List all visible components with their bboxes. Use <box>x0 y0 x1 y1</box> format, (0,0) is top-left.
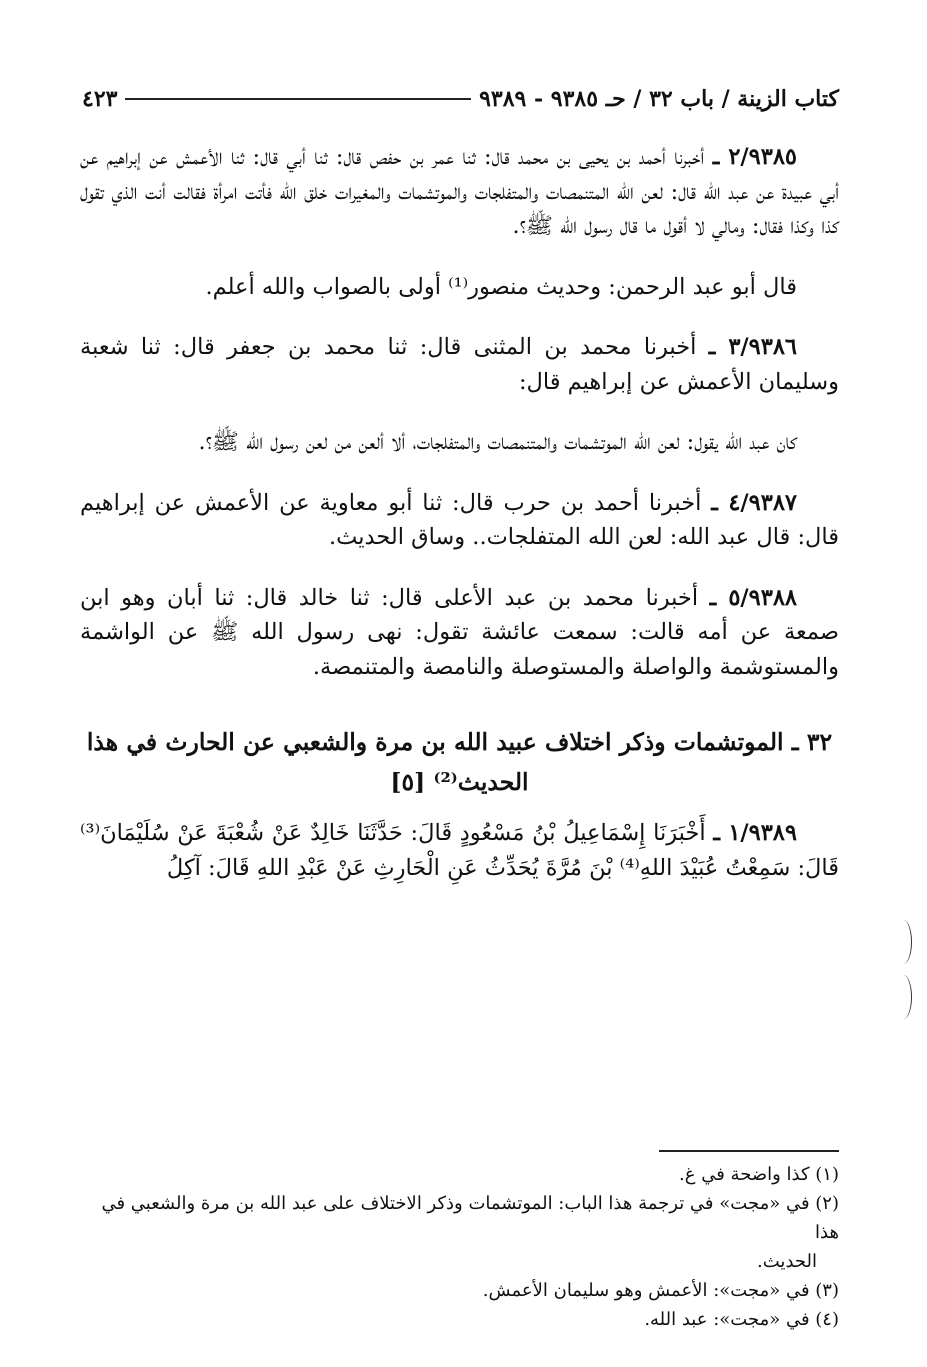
footnote <box>80 1305 839 1334</box>
footnote <box>80 1160 839 1189</box>
hadith-paragraph <box>80 816 839 885</box>
footnote-continuation: الحديث. <box>757 1251 817 1272</box>
footnote-text: (٣) في «مجت»: الأعمش وهو سليمان الأعمش. <box>482 1280 839 1301</box>
running-title: كتاب الزينة / باب ٣٢ / حـ ٩٣٨٥ - ٩٣٨٩ <box>479 86 839 112</box>
hadith-number: ١/٩٣٨٩ ـ <box>713 820 797 846</box>
footnote-text: (٤) في «مجت»: عبد الله. <box>644 1309 839 1330</box>
running-header <box>82 82 839 116</box>
hadith-text: أخبرنا محمد بن عبد الأعلى قال: ثنا خالد قال: ثنا أبان وهو ابن صمعة عن أمه قالت: سمعت عائشة تقول: نهى رسول الله ﷺ عن الواشمة والمستوشمة والواصلة والمستوصلة والنامصة والمتنمصة. <box>80 584 839 680</box>
hadith-number: ٢/٩٣٨٥ ـ <box>712 144 797 170</box>
margin-mark <box>895 975 912 1019</box>
hadith-paragraph <box>80 581 839 685</box>
hadith-number: ٥/٩٣٨٨ ـ <box>709 584 797 611</box>
footnotes <box>80 1150 839 1334</box>
hadith-text: أخبرنا أحمد بن يحيى بن محمد قال: ثنا عمر بن حفص قال: ثنا أبي قال: ثنا الأعمش عن إبراهيم عن أبي عبيدة عن عبد الله قال: لعن الله المتنمصات والمتفلجات والموتشمات والمغيرات خلق الله فأتت امرأة فقالت أنت الذي تقول كذا وكذا فقال: ومالي لا أقول ما قال رسول الله ﷺ؟. <box>80 144 839 239</box>
hadith-text: أَخْبَرَنَا إِسْمَاعِيلُ بْنُ مَسْعُودٍ قَالَ: حَدَّثَنَا خَالِدٌ عَنْ شُعْبَةَ عَنْ سُلَيْمَانَ⁽³⁾ قَالَ: سَمِعْتُ عُبَيْدَ اللهِ⁽⁴⁾ بْنَ مُرَّةَ يُحَدِّثُ عَنِ الْحَارِثِ عَنْ عَبْدِ اللهِ قَالَ: آكِلُ <box>80 820 839 881</box>
hadith-number: ٣/٩٣٨٦ ـ <box>708 334 797 360</box>
commentary-text: قال أبو عبد الرحمن: وحديث منصور⁽¹⁾ أولى بالصواب والله أعلم. <box>205 273 797 300</box>
hadith-paragraph <box>80 140 839 244</box>
footnote-text: (٢) في «مجت» في ترجمة هذا الباب: الموتشمات وذكر الاختلاف على عبد الله بن مرة والشعبي في هذا <box>101 1193 839 1243</box>
margin-mark <box>895 920 912 964</box>
hadith-paragraph <box>80 330 839 399</box>
hadith-paragraph <box>80 486 839 555</box>
section-heading-line: الحديث⁽²⁾ [٥] <box>390 768 529 796</box>
hadith-text: كان عبد الله يقول: لعن الله الموتشمات والمتنمصات والمتفلجات، ألا ألعن من لعن رسول الله ﷺ؟. <box>198 429 797 455</box>
hadith-text: أخبرنا أحمد بن حرب قال: ثنا أبو معاوية عن الأعمش عن إبراهيم قال: قال عبد الله: لعن الله المتفلجات.. وساق الحديث. <box>80 489 839 550</box>
footnote <box>80 1189 839 1276</box>
commentary-paragraph <box>80 270 839 305</box>
page-number: ٤٢٣ <box>82 86 118 112</box>
header-rule <box>125 98 471 100</box>
section-heading-line: ٣٢ ـ الموتشمات وذكر اختلاف عبيد الله بن مرة والشعبي عن الحارث في هذا <box>86 728 833 756</box>
footnote-rule <box>659 1150 839 1152</box>
hadith-text: أخبرنا محمد بن المثنى قال: ثنا محمد بن جعفر قال: ثنا شعبة وسليمان الأعمش عن إبراهيم قال: <box>80 334 839 395</box>
hadith-continuation <box>80 425 839 460</box>
footnote-text: (١) كذا واضحة في غ. <box>679 1164 839 1185</box>
main-text <box>80 140 839 885</box>
section-heading <box>80 722 839 802</box>
footnote <box>80 1276 839 1305</box>
hadith-number: ٤/٩٣٨٧ ـ <box>711 489 797 516</box>
